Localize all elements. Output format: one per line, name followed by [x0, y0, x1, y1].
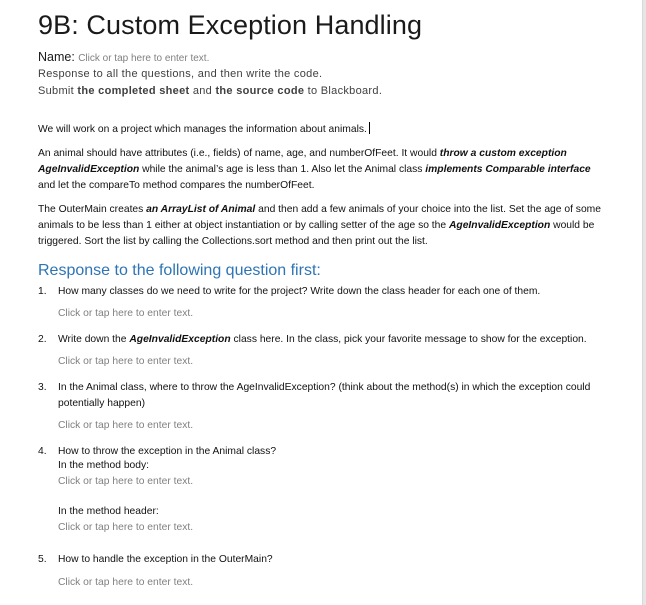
method-header-label: In the method header: [58, 506, 159, 517]
name-label: Name [38, 50, 72, 64]
intro-paragraph: We will work on a project which manages the information about animals. [38, 122, 608, 138]
question-5: 5. How to handle the exception in the OuterMain? [38, 554, 273, 565]
window-edge [642, 0, 646, 605]
question-1: 1. How many classes do we need to write for the project? Write down the class header for each one of them. [38, 286, 541, 297]
answer-field-2[interactable]: Click or tap here to enter text. [58, 356, 194, 367]
animal-paragraph: An animal should have attributes (i.e., fields) of name, age, and numberOfFeet. It would throw a custom exception AgeInvalidException while the animal’s age is less than 1. Also let the Animal class implements Comparable interface and let the compareTo method compares the numberOfFeet. [38, 148, 591, 191]
name-field[interactable]: Click or tap here to enter text. [78, 53, 210, 64]
answer-field-1[interactable]: Click or tap here to enter text. [58, 308, 194, 319]
text-cursor [369, 122, 370, 134]
question-2: 2. Write down the AgeInvalidException class here. In the class, pick your favorite message to show for the exception. [38, 334, 587, 345]
answer-field-5[interactable]: Click or tap here to enter text. [58, 577, 194, 588]
answer-field-4-header[interactable]: Click or tap here to enter text. [58, 522, 194, 533]
instructions-line-2: Submit the completed sheet and the source code to Blackboard. [38, 85, 383, 97]
outermain-paragraph: The OuterMain creates an ArrayList of Animal and then add a few animals of your choice into the list. Set the age of some animals to be less than 1 either at object instantiation or by calling setter of the age so the AgeInvalidException would be triggered. Sort the list by calling the Collections.sort method and then print out the list. [38, 204, 601, 247]
question-4: 4. How to throw the exception in the Animal class? [38, 446, 277, 457]
page-title: 9B: Custom Exception Handling [38, 10, 423, 40]
method-body-label: In the method body: [58, 460, 150, 471]
questions-heading: Response to the following question first: [38, 262, 321, 279]
question-3: 3. In the Animal class, where to throw the AgeInvalidException? (think about the method(s) in which the exception could potentially happen) [38, 382, 591, 409]
answer-field-3[interactable]: Click or tap here to enter text. [58, 420, 194, 431]
instructions-line-1: Response to all the questions, and then write the code. [38, 68, 323, 80]
name-line: Name: Click or tap here to enter text. [38, 50, 210, 64]
answer-field-4-body[interactable]: Click or tap here to enter text. [58, 476, 194, 487]
